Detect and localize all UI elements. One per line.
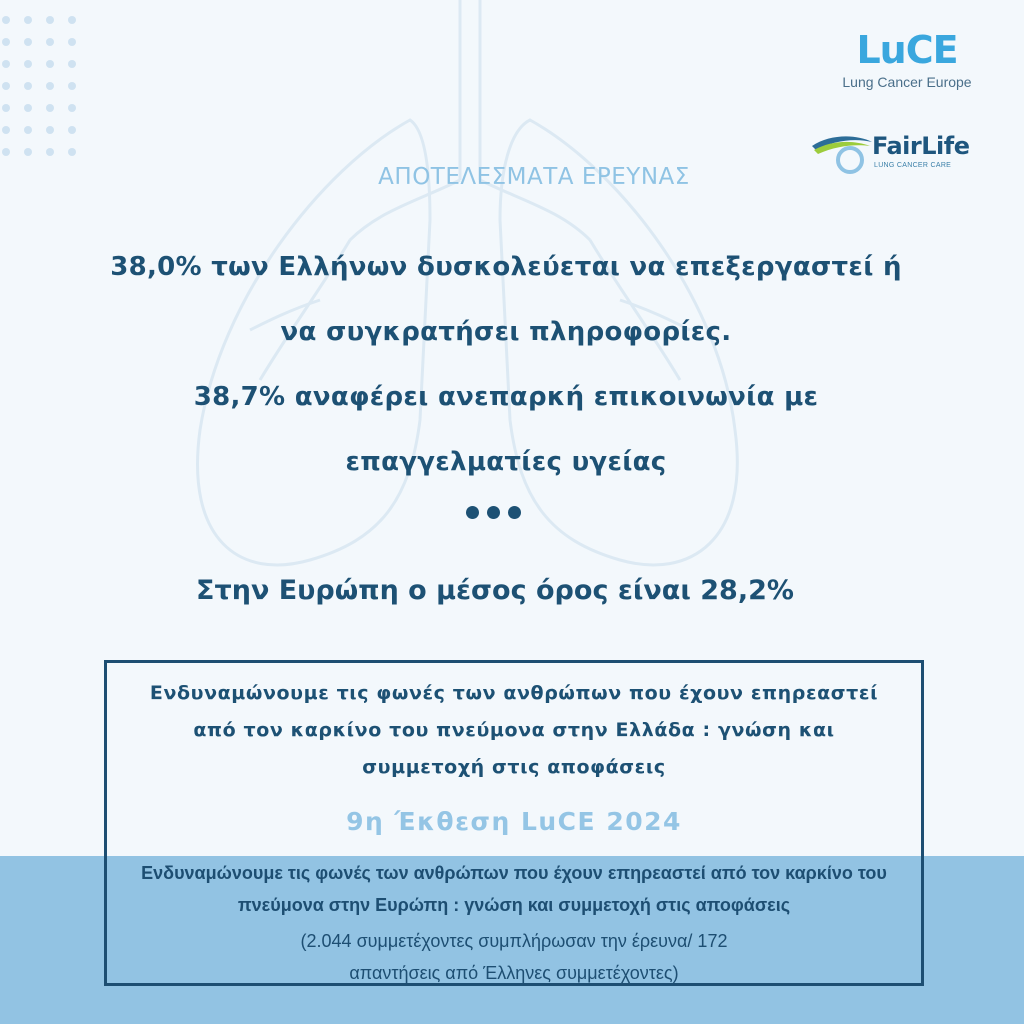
grid-dot-icon xyxy=(2,148,10,156)
grid-dot-icon xyxy=(24,126,32,134)
grid-dot-icon xyxy=(2,104,10,112)
fairlife-logo-name: FairLife xyxy=(872,132,970,160)
report-participants-line-1: (2.044 συμμετέχοντες συμπλήρωσαν την έρευνα/ 172 xyxy=(300,931,728,951)
grid-dot-icon xyxy=(2,126,10,134)
grid-dot-icon xyxy=(46,148,54,156)
grid-dot-icon xyxy=(24,60,32,68)
report-europe-title-line-1: Ενδυναμώνουμε τις φωνές των ανθρώπων που έχουν επηρεαστεί από τον καρκίνο του xyxy=(141,863,887,883)
luce-logo-mark: LuCE xyxy=(856,28,958,72)
luce-logo xyxy=(832,30,982,90)
stat-line-3: 38,7% αναφέρει ανεπαρκή επικοινωνία με xyxy=(193,382,819,412)
fairlife-logo-tagline: LUNG CANCER CARE xyxy=(874,162,952,169)
stat-line-2: να συγκρατήσει πληροφορίες. xyxy=(280,317,732,347)
section-title: ΑΠΟΤΕΛΕΣΜΑΤΑ ΕΡΕΥΝΑΣ xyxy=(378,164,690,190)
grid-dot-icon xyxy=(46,104,54,112)
ellipsis-dots-icon xyxy=(466,504,529,523)
grid-dot-icon xyxy=(68,38,76,46)
grid-dot-icon xyxy=(46,38,54,46)
grid-dot-icon xyxy=(46,60,54,68)
grid-dot-icon xyxy=(68,126,76,134)
grid-dot-icon xyxy=(46,126,54,134)
grid-dot-icon xyxy=(24,148,32,156)
grid-dot-icon xyxy=(68,104,76,112)
luce-logo-name: Lung Cancer Europe xyxy=(842,74,972,90)
grid-dot-icon xyxy=(2,60,10,68)
stat-line-1: 38,0% των Ελλήνων δυσκολεύεται να επεξεργαστεί ή xyxy=(110,252,902,282)
report-europe-title-line-2: πνεύμονα στην Ευρώπη : γνώση και συμμετοχή στις αποφάσεις xyxy=(237,895,791,915)
grid-dot-icon xyxy=(2,16,10,24)
europe-average-text: Στην Ευρώπη ο μέσος όρος είναι 28,2% xyxy=(196,575,794,606)
stat-line-4: επαγγελματίες υγείας xyxy=(345,447,667,477)
grid-dot-icon xyxy=(24,82,32,90)
grid-dot-icon xyxy=(24,16,32,24)
grid-dot-icon xyxy=(2,82,10,90)
report-box xyxy=(104,660,924,986)
grid-dot-icon xyxy=(24,38,32,46)
dot-icon xyxy=(466,506,479,519)
grid-dot-icon xyxy=(46,16,54,24)
grid-dot-icon xyxy=(68,82,76,90)
grid-dot-icon xyxy=(68,16,76,24)
report-greek-title xyxy=(107,675,921,786)
dot-icon xyxy=(508,506,521,519)
report-participants xyxy=(107,925,921,989)
grid-dot-icon xyxy=(2,38,10,46)
grid-dot-icon xyxy=(24,104,32,112)
report-greek-title-line-2: από τον καρκίνο του πνεύμονα στην Ελλάδα : γνώση και xyxy=(193,719,835,741)
report-europe-title xyxy=(107,857,921,921)
report-participants-line-2: απαντήσεις από Έλληνες συμμετέχοντες) xyxy=(349,963,679,983)
report-edition: 9η Έκθεση LuCE 2024 xyxy=(346,807,682,836)
grid-dot-icon xyxy=(68,60,76,68)
grid-dot-icon xyxy=(68,148,76,156)
lungs-background-icon xyxy=(180,0,740,600)
report-greek-title-line-1: Ενδυναμώνουμε τις φωνές των ανθρώπων που έχουν επηρεαστεί xyxy=(149,682,879,704)
report-greek-title-line-3: συμμετοχή στις αποφάσεις xyxy=(362,756,666,778)
grid-dot-icon xyxy=(46,82,54,90)
dot-icon xyxy=(487,506,500,519)
